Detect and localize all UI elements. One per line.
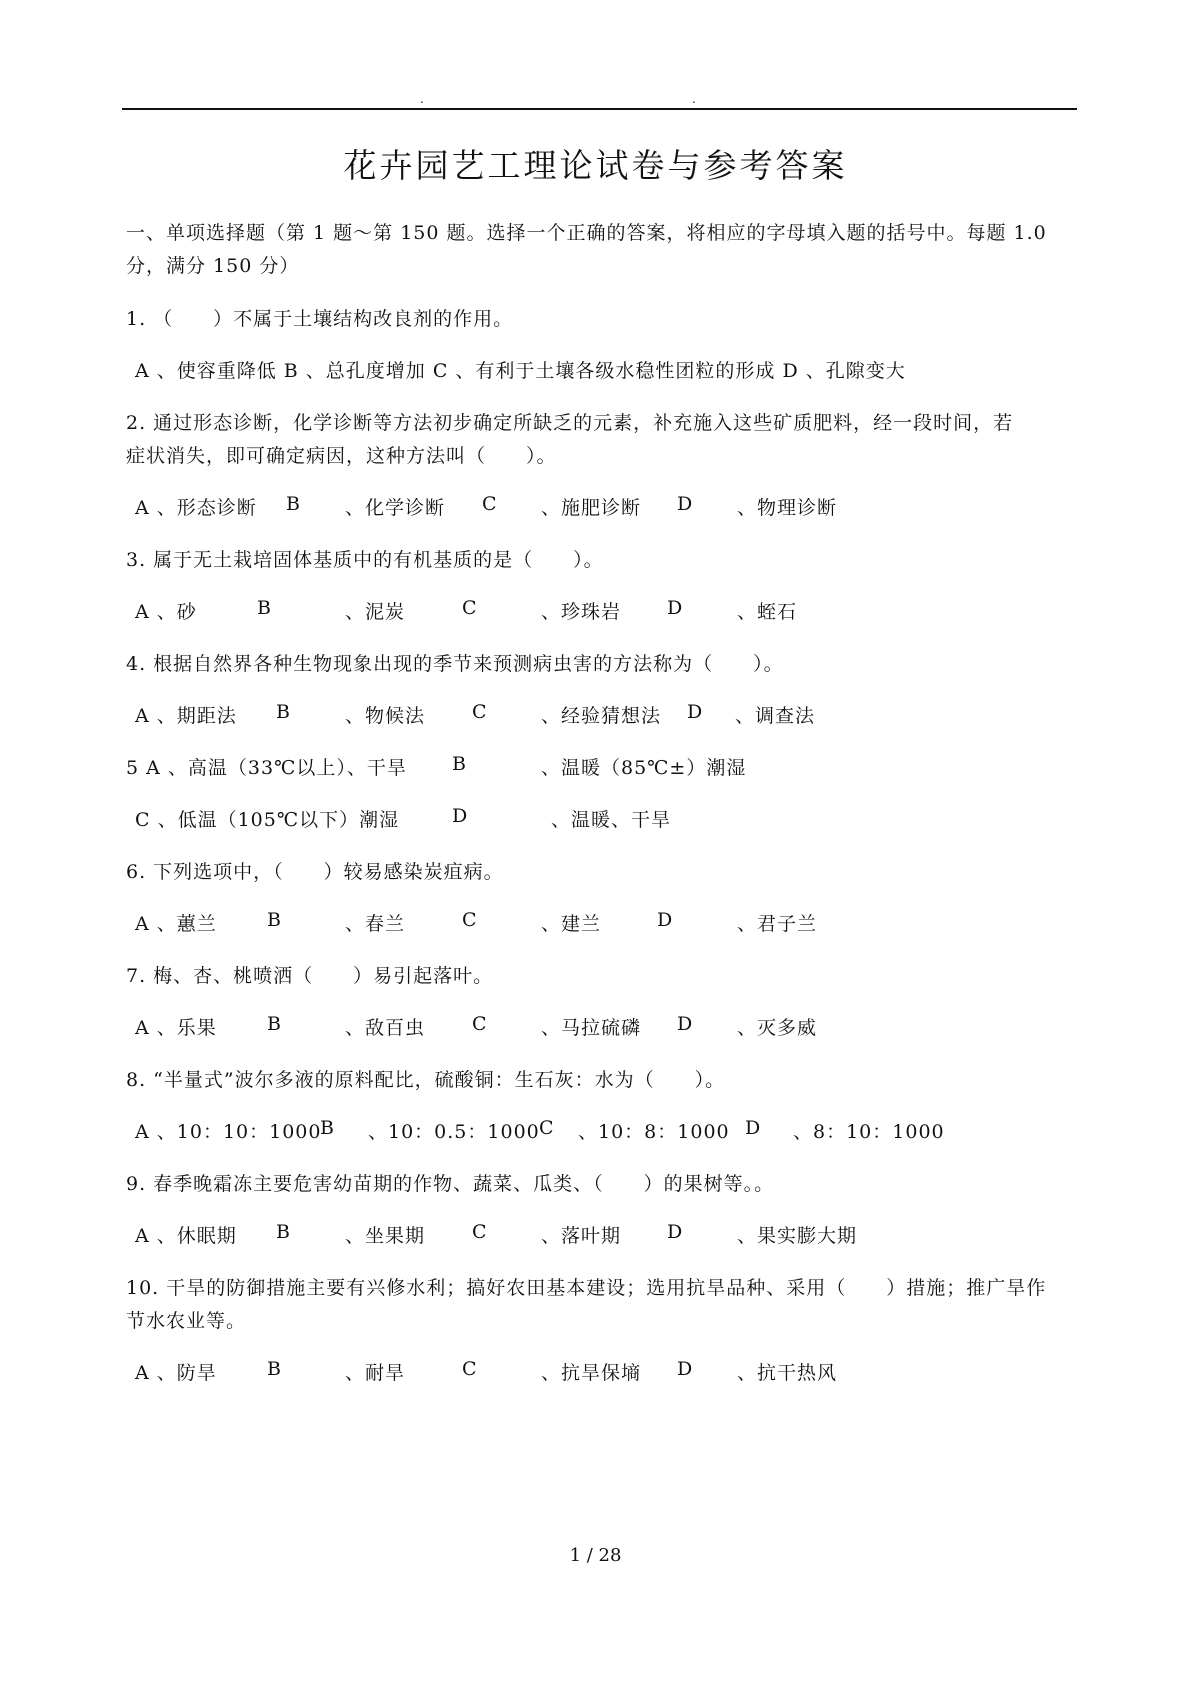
question-7-stem: 7. 梅、杏、桃喷洒（ ）易引起落叶。 <box>126 965 494 987</box>
question-4-option-b: 、物候法 <box>345 705 426 727</box>
question-7-option-c: 、马拉硫磷 <box>541 1017 642 1039</box>
section-instruction-line-1: 一、单项选择题（第 1 题～第 150 题。选择一个正确的答案，将相应的字母填入题的括号中。每题 1.0 <box>126 222 1047 244</box>
question-6-option-c: 、建兰 <box>541 913 602 935</box>
question-7-option-d: 、灭多威 <box>737 1017 818 1039</box>
question-2-option-b: 、化学诊断 <box>345 497 446 519</box>
question-10-letter-c: C <box>462 1358 478 1380</box>
question-8-option-a: A 、10：10：1000 <box>135 1121 322 1143</box>
question-3-option-c: 、珍珠岩 <box>541 601 622 623</box>
question-5-option-a: 5 A 、高温（33℃以上）、干旱 <box>126 757 407 779</box>
question-8-letter-c: C <box>539 1117 555 1139</box>
question-7-letter-c: C <box>472 1013 488 1035</box>
question-6-stem: 6. 下列选项中，（ ）较易感染炭疽病。 <box>126 861 504 883</box>
question-5-option-b: 、温暖（85℃±）潮湿 <box>541 757 747 779</box>
question-8-letter-d: D <box>745 1117 762 1139</box>
question-3-option-b: 、泥炭 <box>345 601 406 623</box>
question-4-letter-d: D <box>687 701 704 723</box>
header-dot-right: . <box>692 92 696 106</box>
question-9-option-b: 、坐果期 <box>345 1225 426 1247</box>
question-2-option-d: 、物理诊断 <box>737 497 838 519</box>
question-5-option-c: C 、低温（105℃以下）潮湿 <box>135 809 400 831</box>
question-6-letter-b: B <box>267 909 282 931</box>
header-dots <box>0 92 1191 106</box>
question-6-option-d: 、君子兰 <box>737 913 818 935</box>
question-5-option-d: 、温暖、干旱 <box>551 809 672 831</box>
question-6-option-a: A 、蕙兰 <box>135 913 217 935</box>
question-2-stem-line-1: 2. 通过形态诊断，化学诊断等方法初步确定所缺乏的元素，补充施入这些矿质肥料，经一段时间，若 <box>126 412 1014 434</box>
question-10-stem-line-2: 节水农业等。 <box>126 1310 247 1332</box>
question-2-letter-d: D <box>677 493 694 515</box>
question-9-option-c: 、落叶期 <box>541 1225 622 1247</box>
question-8-stem: 8. “半量式”波尔多液的原料配比，硫酸铜：生石灰：水为（ ）。 <box>126 1069 726 1091</box>
question-5-letter-d: D <box>452 805 469 827</box>
question-7-letter-d: D <box>677 1013 694 1035</box>
question-7-option-a: A 、乐果 <box>135 1017 217 1039</box>
question-2-option-a: A 、形态诊断 <box>135 497 257 519</box>
question-10-stem-line-1: 10. 干旱的防御措施主要有兴修水利；搞好农田基本建设；选用抗旱品种、采用（ ）措施；推广旱作 <box>126 1277 1047 1299</box>
header-dot-left: . <box>420 92 424 106</box>
question-1-stem: 1. （ ）不属于土壤结构改良剂的作用。 <box>126 308 514 330</box>
question-5-letter-b: B <box>452 753 467 775</box>
question-4-letter-b: B <box>276 701 291 723</box>
question-3-option-d: 、蛭石 <box>737 601 798 623</box>
question-9-option-d: 、果实膨大期 <box>737 1225 858 1247</box>
question-6-letter-c: C <box>462 909 478 931</box>
question-8-letter-b: B <box>320 1117 335 1139</box>
page-number: 1 / 28 <box>569 1545 622 1566</box>
question-10-letter-d: D <box>677 1358 694 1380</box>
question-8-option-d: 、8：10：1000 <box>793 1121 945 1143</box>
question-1-options: A 、使容重降低 B 、总孔度增加 C 、有利于土壤各级水稳性团粒的形成 D 、孔隙变大 <box>135 360 906 382</box>
question-4-letter-c: C <box>472 701 488 723</box>
page-title: 花卉园艺工理论试卷与参考答案 <box>343 146 848 185</box>
question-4-option-d: 、调查法 <box>735 705 816 727</box>
question-6-letter-d: D <box>657 909 674 931</box>
question-10-letter-b: B <box>267 1358 282 1380</box>
question-6-option-b: 、春兰 <box>345 913 406 935</box>
question-3-letter-c: C <box>462 597 478 619</box>
question-7-option-b: 、敌百虫 <box>345 1017 426 1039</box>
question-10-option-d: 、抗干热风 <box>737 1362 838 1384</box>
question-3-stem: 3. 属于无土栽培固体基质中的有机基质的是（ ）。 <box>126 549 604 571</box>
question-4-option-c: 、经验猜想法 <box>541 705 662 727</box>
question-3-option-a: A 、砂 <box>135 601 197 623</box>
question-10-option-c: 、抗旱保墒 <box>541 1362 642 1384</box>
question-3-letter-d: D <box>667 597 684 619</box>
question-10-option-a: A 、防旱 <box>135 1362 217 1384</box>
question-2-stem-line-2: 症状消失，即可确定病因，这种方法叫（ ）。 <box>126 445 557 467</box>
question-9-letter-c: C <box>472 1221 488 1243</box>
question-2-letter-c: C <box>482 493 498 515</box>
section-instruction-line-2: 分，满分 150 分） <box>126 255 300 277</box>
question-2-letter-b: B <box>286 493 301 515</box>
question-9-stem: 9. 春季晚霜冻主要危害幼苗期的作物、蔬菜、瓜类、（ ）的果树等。。 <box>126 1173 775 1195</box>
question-2-option-c: 、施肥诊断 <box>541 497 642 519</box>
question-4-option-a: A 、期距法 <box>135 705 237 727</box>
question-10-option-b: 、耐旱 <box>345 1362 406 1384</box>
header-rule <box>122 108 1077 110</box>
question-8-option-c: 、10：8：1000 <box>578 1121 730 1143</box>
question-3-letter-b: B <box>257 597 272 619</box>
question-9-option-a: A 、休眠期 <box>135 1225 237 1247</box>
question-4-stem: 4. 根据自然界各种生物现象出现的季节来预测病虫害的方法称为（ ）。 <box>126 653 784 675</box>
question-9-letter-b: B <box>276 1221 291 1243</box>
question-7-letter-b: B <box>267 1013 282 1035</box>
question-9-letter-d: D <box>667 1221 684 1243</box>
question-8-option-b: 、10：0.5：1000 <box>368 1121 540 1143</box>
